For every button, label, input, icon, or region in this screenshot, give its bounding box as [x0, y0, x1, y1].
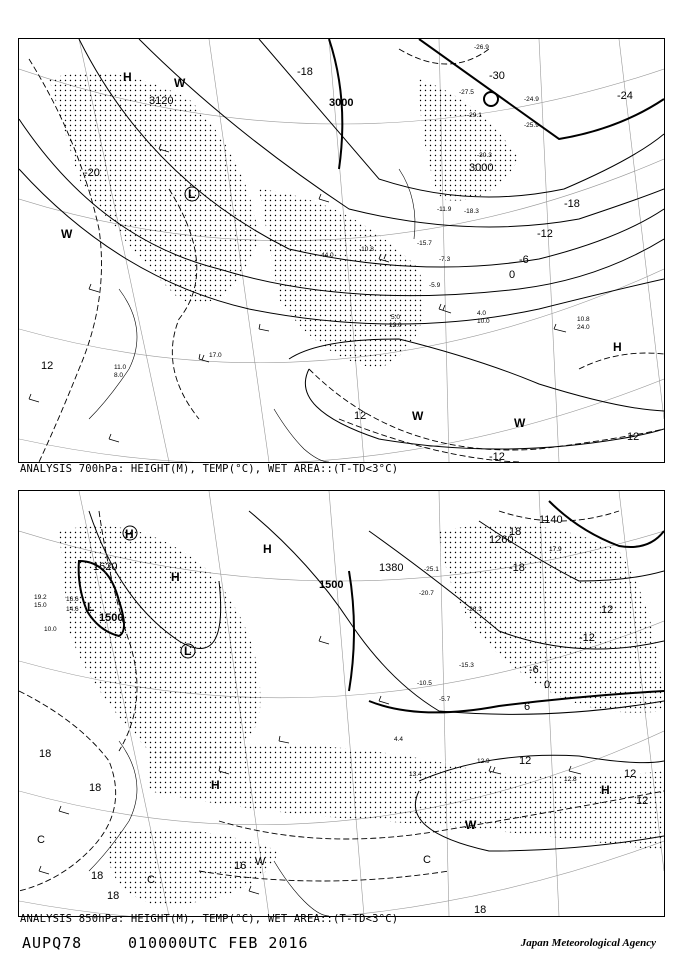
caption-850hpa: ANALYSIS 850hPa: HEIGHT(M), TEMP(°C), WET AREA::(T-TD<3°C): [20, 913, 399, 925]
station-value: 12.9: [477, 758, 490, 765]
station-value: 15.0: [34, 602, 47, 609]
station-value: 5.0: [391, 314, 401, 321]
high-pressure-symbol: H: [263, 542, 272, 556]
map-850hpa-canvas: [19, 491, 664, 916]
height-label: 1620: [93, 561, 118, 573]
map-700hpa-canvas: [19, 39, 664, 462]
analysis-850hpa-map: [18, 490, 665, 917]
height-label: 3000: [469, 162, 494, 174]
station-value: -27.5: [459, 89, 474, 96]
low-pressure-symbol: L: [87, 600, 95, 614]
isotherm-label: 18: [39, 748, 52, 760]
isotherm-label: 18: [91, 870, 104, 882]
station-value: -26.3: [467, 606, 482, 613]
station-value: -5.9: [429, 282, 441, 289]
station-value: -7.3: [439, 256, 451, 263]
high-pressure-symbol: H: [123, 70, 132, 84]
station-value: 8.0: [114, 372, 124, 379]
station-value: -30.3: [477, 152, 492, 159]
isotherm-label: -6: [519, 254, 529, 266]
isotherm-label: 12: [354, 410, 367, 422]
station-value: 17.9: [549, 546, 562, 553]
isotherm-label: 18: [509, 526, 522, 538]
station-value: 10.0: [477, 318, 490, 325]
low-pressure-symbol: L: [188, 187, 196, 201]
isotherm-label: 18: [107, 890, 120, 902]
height-label: 1380: [379, 562, 404, 574]
cold-symbol: C: [37, 834, 45, 846]
isotherm-label: 0: [544, 679, 551, 691]
station-value: 24.0: [577, 324, 590, 331]
isotherm-label: 6: [524, 701, 531, 713]
station-value: 16.6: [66, 596, 79, 603]
height-label: 1260: [489, 534, 514, 546]
isotherm-label: -12: [489, 451, 505, 462]
station-value: 17.0: [209, 352, 222, 359]
isotherm-label: 12: [601, 604, 614, 616]
station-value: -11.9: [437, 206, 452, 213]
station-value: -25.9: [524, 122, 539, 129]
warm-symbol: W: [255, 856, 266, 868]
isotherm-label: 12: [41, 360, 54, 372]
height-label: 1500: [319, 579, 344, 591]
station-value: -25.1: [424, 566, 439, 573]
agency-name: Japan Meteorological Agency: [520, 937, 656, 949]
isotherm-label: -24: [617, 90, 633, 102]
isotherm-label: 18: [474, 904, 487, 916]
station-value: -24.9: [524, 96, 539, 103]
warm-symbol: W: [61, 227, 73, 241]
chart-code: AUPQ78: [22, 934, 83, 952]
station-value: 4.4: [394, 736, 404, 743]
isotherm-label: 12: [627, 431, 640, 443]
cold-symbol: C: [423, 854, 431, 866]
wet-areas: [49, 72, 519, 369]
station-value: 14.6: [66, 606, 79, 613]
station-value: 10.8: [577, 316, 590, 323]
isotherm-label: 12: [624, 768, 637, 780]
high-pressure-symbol: H: [125, 527, 134, 541]
height-label: 3120: [149, 95, 174, 107]
isotherm-label: 18: [89, 782, 102, 794]
height-label: 3000: [329, 97, 354, 109]
station-value: 10.0: [44, 626, 57, 633]
isotherm-label: 16: [234, 860, 247, 872]
station-value: -29.1: [467, 112, 482, 119]
high-pressure-symbol: H: [601, 783, 610, 797]
station-value: -10.8: [359, 246, 374, 253]
isotherm-label: -20: [84, 167, 100, 179]
caption-700hpa: ANALYSIS 700hPa: HEIGHT(M), TEMP(°C), WET AREA::(T-TD<3°C): [20, 463, 399, 475]
station-value: -26.9: [474, 44, 489, 51]
station-value: 44.0: [321, 252, 334, 259]
warm-symbol: W: [514, 416, 526, 430]
station-value: -18.3: [464, 208, 479, 215]
warm-symbol: W: [412, 409, 424, 423]
analysis-700hpa-map: [18, 38, 665, 463]
station-value: 4.0: [477, 310, 487, 317]
warm-symbol: W: [465, 818, 477, 832]
isotherm-label: -18: [297, 66, 313, 78]
valid-time: 010000UTC FEB 2016: [128, 934, 309, 952]
isotherm-label: 12: [636, 795, 649, 807]
isotherm-label: -30: [489, 70, 505, 82]
height-label: 1140: [539, 514, 563, 526]
high-pressure-symbol: H: [171, 570, 180, 584]
high-pressure-symbol: H: [211, 778, 220, 792]
station-value: 11.0: [114, 364, 127, 371]
station-value: -15.7: [417, 240, 432, 247]
station-value: -10.5: [417, 680, 432, 687]
cold-symbol: C: [147, 874, 155, 886]
isotherm-label: -18: [509, 562, 525, 574]
low-pressure-symbol: L: [184, 644, 192, 658]
station-value: 13.4: [409, 771, 422, 778]
station-value: -5.7: [439, 696, 451, 703]
station-value: 12.0: [389, 322, 402, 329]
isotherm-label: -12: [537, 228, 553, 240]
station-value: 12.8: [564, 776, 577, 783]
station-value: 19.2: [34, 594, 47, 601]
height-label: 1500: [99, 612, 124, 624]
station-value: -15.3: [459, 662, 474, 669]
isotherm-label: -18: [564, 198, 580, 210]
high-pressure-symbol: H: [613, 340, 622, 354]
station-value: -20.7: [419, 590, 434, 597]
isotherm-label: 12: [519, 755, 532, 767]
warm-symbol: W: [174, 76, 186, 90]
isotherm-label: -12: [579, 632, 595, 644]
wet-areas: [59, 524, 664, 906]
isotherm-label: 0: [509, 269, 516, 281]
isotherm-label: -6: [529, 664, 539, 676]
